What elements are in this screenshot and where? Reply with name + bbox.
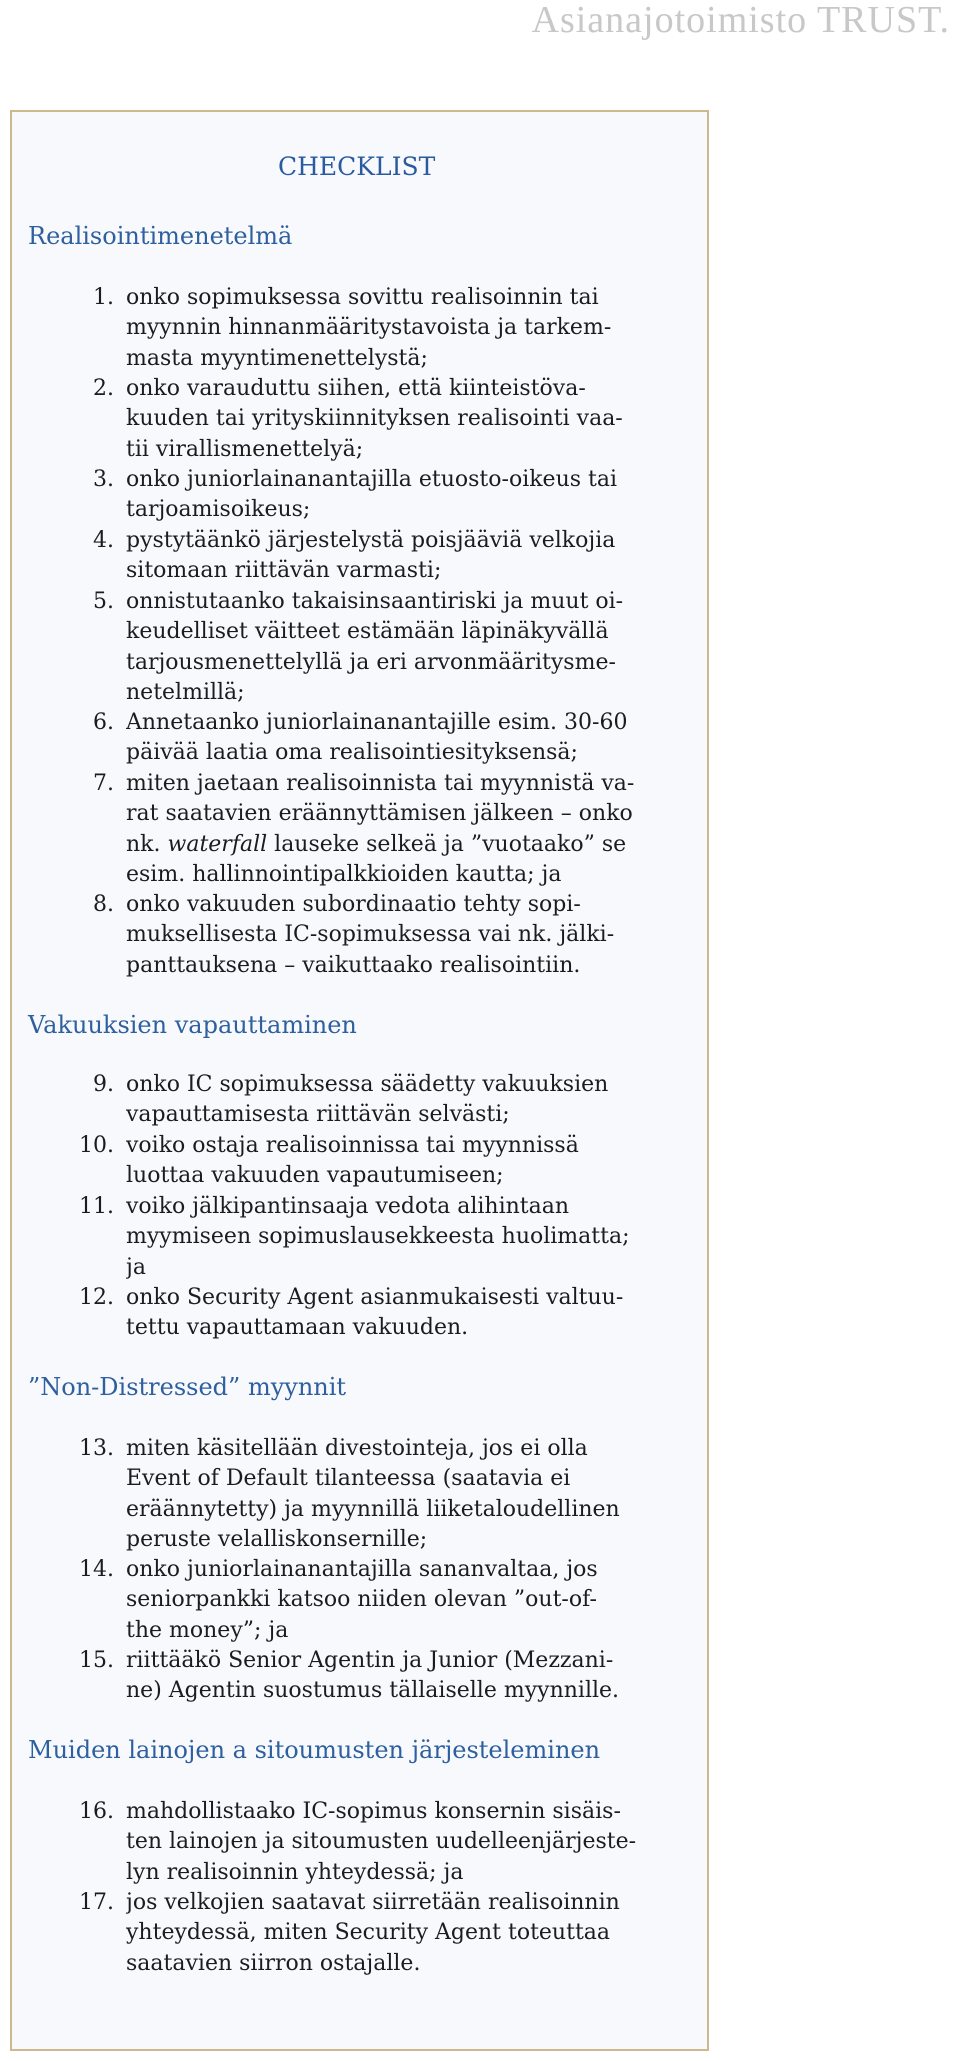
italic-term: waterfall [167,831,268,857]
item-line: Annetaanko juniorlainanantajille esim. 30-60 [126,710,628,735]
checklist-item-4 [68,526,696,587]
checklist-item-15 [68,1646,696,1707]
checklist-item-13 [68,1434,696,1556]
item-line: myymiseen sopimuslausekkeesta huolimatta; [126,1224,630,1250]
item-text [126,890,696,981]
item-line: riittääkö Senior Agentin ja Junior (Mezzani- [126,1648,614,1673]
checklist-item-8 [68,890,696,981]
item-text [126,1131,696,1192]
item-line: miten jaetaan realisoinnista tai myynnistä va- [126,771,635,796]
item-line: onko IC sopimuksessa säädetty vakuuksien [126,1072,609,1097]
checklist-title: CHECKLIST [278,152,436,181]
checklist-item-3 [68,465,696,526]
checklist-item-17 [68,1888,696,1979]
checklist-item-5 [68,587,696,709]
item-line: Event of Default tilanteessa (saatavia ei [126,1466,571,1492]
item-text [126,587,696,709]
item-line: saatavien siirron ostajalle. [126,1950,421,1976]
item-text [126,1434,696,1556]
item-line: ne) Agentin suostumus tällaiselle myynnille. [126,1678,620,1704]
item-text [126,1646,696,1707]
item-line: mahdollistaako IC-sopimus konsernin sisäis- [126,1799,621,1824]
item-line: keudelliset väitteet estämään läpinäkyvällä [126,619,609,645]
item-line: panttauksena – vaikuttaako realisointiin. [126,952,581,978]
item-line: lyn realisoinnin yhteydessä; ja [126,1859,464,1885]
item-line: päivää laatia oma realisointiesityksensä; [126,740,578,766]
item-line: onko Security Agent asianmukaisesti valtuu- [126,1285,624,1310]
item-text [126,1192,696,1283]
checklist-item-10 [68,1131,696,1192]
item-line: jos velkojien saatavat siirretään realisoinnin [126,1890,620,1915]
item-text [126,1283,696,1344]
item-text [126,708,696,769]
section-heading-muiden-lainojen: Muiden lainojen a sitoumusten järjesteleminen [28,1736,601,1764]
checklist-item-7 [68,769,696,891]
item-line: tettu vapauttamaan vakuuden. [126,1315,469,1341]
item-line: eräännytetty) ja myynnillä liiketaloudellinen [126,1496,620,1522]
item-line: sitomaan riittävän varmasti; [126,558,442,584]
item-line: onko juniorlainanantajilla sananvaltaa, jos [126,1557,598,1582]
item-number: 1. [93,285,114,310]
item-number: 10. [79,1133,114,1158]
item-number: 15. [79,1648,114,1673]
item-line: kuuden tai yrityskiinnityksen realisointi vaa- [126,406,623,432]
item-line: onko juniorlainanantajilla etuosto-oikeus tai [126,467,618,492]
item-line: rat saatavien eräännyttämisen jälkeen – onko [126,801,633,827]
item-number: 6. [93,710,114,735]
item-line: voiko ostaja realisoinnissa tai myynnissä [126,1133,579,1158]
item-line: voiko jälkipantinsaaja vedota alihintaan [126,1194,570,1219]
section-heading-realisointimenetelma: Realisointimenetelmä [28,222,293,250]
item-line: vapauttamisesta riittävän selvästi; [126,1102,510,1128]
checklist-item-16 [68,1797,696,1888]
item-number: 5. [93,589,114,614]
item-line: tarjoamisoikeus; [126,497,311,523]
checklist-item-12 [68,1283,696,1344]
checklist-item-14 [68,1555,696,1646]
item-text [126,1555,696,1646]
item-line: myynnin hinnanmääritystavoista ja tarkem- [126,315,612,341]
item-text [126,465,696,526]
item-text [126,1888,696,1979]
item-line: the money”; ja [126,1617,289,1643]
item-line: netelmillä; [126,680,245,706]
item-line: onko vakuuden subordinaatio tehty sopi- [126,892,581,917]
checklist-item-6 [68,708,696,769]
item-text [126,769,696,891]
item-number: 16. [79,1799,114,1824]
item-line: tarjousmenettelyllä ja eri arvonmääritysme- [126,649,616,675]
section-heading-non-distressed-myynnit: ”Non-Distressed” myynnit [28,1373,347,1401]
item-line: luottaa vakuuden vapautumiseen; [126,1163,504,1189]
item-line: muksellisesta IC-sopimuksessa vai nk. jälki- [126,922,615,948]
item-line [126,830,696,860]
item-text [126,374,696,465]
item-line-part: lauseke selkeä ja ”vuotaako” se [274,831,627,857]
item-number: 2. [93,376,114,401]
section-heading-vakuuksien-vapauttaminen: Vakuuksien vapauttaminen [28,1011,357,1039]
item-line: esim. hallinnointipalkkioiden kautta; ja [126,862,562,888]
item-text [126,1070,696,1131]
item-number: 4. [93,528,114,553]
checklist-item-11 [68,1192,696,1283]
item-line: onko varauduttu siihen, että kiinteistöva- [126,376,586,401]
item-number: 11. [79,1194,114,1219]
item-text [126,526,696,587]
checklist-item-1 [68,283,696,374]
checklist-item-9 [68,1070,696,1131]
item-line: yhteydessä, miten Security Agent toteuttaa [126,1920,611,1946]
checklist-item-2 [68,374,696,465]
item-text [126,283,696,374]
item-number: 8. [93,892,114,917]
checklist-box [10,110,709,2051]
item-number: 17. [79,1890,114,1915]
item-line: pystytäänkö järjestelystä poisjääviä velkojia [126,528,616,553]
item-line-part: nk. [126,831,161,857]
item-line: masta myyntimenettelystä; [126,345,428,371]
item-line: ten lainojen ja sitoumusten uudelleenjärjeste- [126,1829,637,1855]
item-number: 14. [79,1557,114,1582]
item-number: 3. [93,467,114,492]
item-line: peruste velalliskonsernille; [126,1527,428,1553]
item-text [126,1797,696,1888]
item-number: 7. [93,771,114,796]
item-number: 12. [79,1285,114,1310]
item-line: onko sopimuksessa sovittu realisoinnin tai [126,285,599,310]
item-line: ja [126,1254,146,1280]
brand-logo-text: Asianajotoimisto TRUST. [531,0,950,41]
item-line: onnistutaanko takaisinsaantiriski ja muut oi- [126,589,624,614]
item-line: miten käsitellään divestointeja, jos ei olla [126,1436,588,1461]
item-number: 9. [93,1072,114,1097]
item-line: tii virallismenettelyä; [126,436,364,462]
item-number: 13. [79,1436,114,1461]
item-line: seniorpankki katsoo niiden olevan ”out-of- [126,1587,597,1613]
